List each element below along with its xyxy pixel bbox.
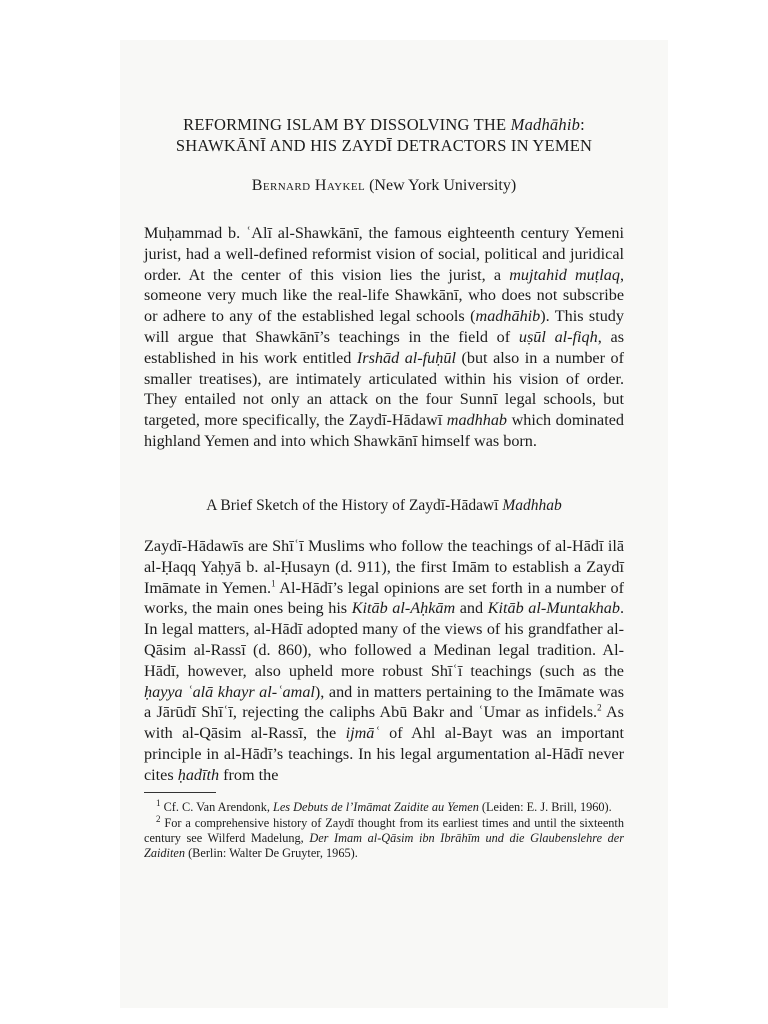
article-title bbox=[144, 114, 624, 156]
scanned-page bbox=[120, 40, 668, 1008]
footnote-2-italic: Der Imam al-Qāsim ibn Ibrāhīm und die Glaubenslehre der Zaiditen bbox=[144, 831, 624, 860]
author-line bbox=[144, 176, 624, 196]
p2-text-1: Zaydī-Hādawīs are Shīʿī Muslims who follow the teachings of al-Hādī ilā al-Ḥaqq Yaḥyā b. al-Ḥusayn (d. 911), the first Imām to establish a Zaydī Imāmate in Yemen. bbox=[144, 537, 624, 597]
footnote-ref-2[interactable]: 2 bbox=[597, 702, 602, 713]
footnote-1-italic: Les Debuts de l’Imāmat Zaidite au Yemen bbox=[273, 800, 479, 814]
paragraph-1 bbox=[144, 223, 624, 452]
footnote-1 bbox=[144, 797, 624, 815]
footnote-ref-1[interactable]: 1 bbox=[271, 578, 276, 589]
footnotes bbox=[144, 797, 624, 862]
p2-text-5: ), and in matters pertaining to the Imāmate was a Jārūdī Shīʿī, rejecting the caliphs Abū Bakr and ʿUmar as infidels. bbox=[144, 682, 624, 722]
paragraph-2 bbox=[144, 536, 624, 786]
p2-text-6: As with al-Qāsim al-Rassī, the bbox=[144, 703, 624, 743]
p2-text-3: and bbox=[455, 599, 488, 618]
title-line-1 bbox=[144, 114, 624, 135]
author-name: Bernard Haykel bbox=[251, 177, 366, 194]
p2-text-7: of Ahl al-Bayt was an important principle in al-Hādī’s teachings. In his legal argumentation al-Hādī never cites bbox=[144, 724, 624, 784]
p2-italic-1: Kitāb al-Aḥkām bbox=[351, 599, 456, 618]
p2-italic-5: ḥadīth bbox=[177, 765, 220, 784]
p2-italic-4: ijmāʿ bbox=[345, 724, 380, 743]
title-line-1-colon: : bbox=[580, 115, 585, 134]
footnote-2 bbox=[144, 813, 624, 861]
p2-text-4: . In legal matters, al-Hādī adopted many of the views of his grandfather al-Qāsim al-Rassī (d. 860), who followed a Medinan legal tradition. Al-Hādī, however, also upheld more robust Shīʿī teachings (such as the bbox=[144, 599, 624, 680]
p2-text-2: Al-Hādī’s legal opinions are set forth in a number of works, the main ones being his bbox=[144, 578, 624, 618]
section-heading-text: A Brief Sketch of the History of Zaydī-Hādawī bbox=[206, 497, 503, 514]
footnote-1-text-2: (Leiden: E. J. Brill, 1960). bbox=[478, 800, 612, 814]
p1-text-5: (but also in a number of smaller treatises), are intimately articulated within his vision of order. They entailed not only an attack on the four Sunnī legal schools, but targeted, more specifically, the Zaydī-Hādawī bbox=[144, 348, 624, 430]
section-heading bbox=[144, 496, 624, 516]
title-line-1-text: REFORMING ISLAM BY DISSOLVING THE bbox=[183, 115, 511, 134]
title-line-1-italic: Madhāhib bbox=[510, 115, 581, 134]
p2-text-8: from the bbox=[219, 765, 279, 784]
title-line-2: SHAWKĀNĪ AND HIS ZAYDĪ DETRACTORS IN YEMEN bbox=[175, 136, 593, 155]
footnote-1-text-1: Cf. C. Van Arendonk, bbox=[160, 800, 273, 814]
footnote-2-text-2: (Berlin: Walter De Gruyter, 1965). bbox=[185, 846, 358, 860]
section-heading-italic: Madhhab bbox=[502, 497, 562, 514]
p1-text-2: , someone very much like the real-life Shawkānī, who does not subscribe or adhere to any of the established legal schools ( bbox=[144, 265, 624, 326]
p1-italic-1: mujtahid muṭlaq bbox=[509, 265, 620, 284]
footnote-2-text-1: For a comprehensive history of Zaydī thought from its earliest times and until the sixteenth century see Wilferd Madelung, bbox=[144, 816, 624, 845]
footnote-2-number: 2 bbox=[156, 813, 161, 824]
p1-text-3: ). This study will argue that Shawkānī’s teachings in the field of bbox=[144, 307, 624, 346]
footnote-1-number: 1 bbox=[156, 797, 161, 808]
p1-text-6: which dominated highland Yemen and into which Shawkānī himself was born. bbox=[144, 411, 624, 450]
p1-italic-4: Irshād al-fuḥūl bbox=[356, 348, 456, 367]
p2-italic-3: ḥayya ʿalā khayr al-ʿamal bbox=[144, 682, 315, 701]
p1-italic-5: madhhab bbox=[446, 411, 508, 430]
p1-italic-3: uṣūl al-fiqh bbox=[518, 327, 598, 346]
author-affiliation: (New York University) bbox=[369, 177, 517, 194]
p1-text-1: Muḥammad b. ʿAlī al-Shawkānī, the famous eighteenth century Yemeni jurist, had a well-defined reformist vision of social, political and juridical order. At the center of this vision lies the jurist, a bbox=[144, 224, 624, 284]
footnote-divider bbox=[144, 792, 216, 793]
p1-italic-2: madhāhib bbox=[475, 307, 541, 326]
p1-text-4: , as established in his work entitled bbox=[144, 327, 624, 367]
p2-italic-2: Kitāb al-Muntakhab bbox=[487, 599, 620, 618]
